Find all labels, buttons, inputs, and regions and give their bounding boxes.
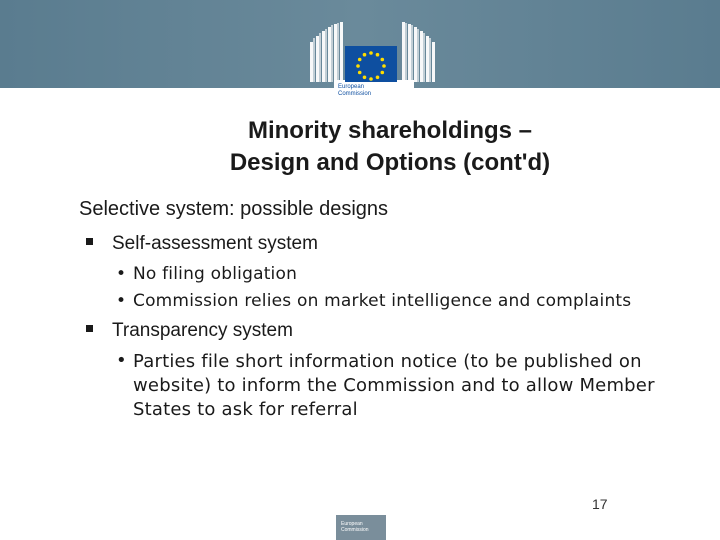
logo-text: European Commission xyxy=(338,84,372,97)
title-line-1: Minority shareholdings – xyxy=(247,117,533,144)
sub-bullet-text: Parties file short information notice (to be published on website) to inform the Commission and to allow Member States to ask for referral xyxy=(133,351,655,420)
square-bullet-icon xyxy=(86,238,93,245)
sub-bullet-text: No filing obligation xyxy=(133,264,298,284)
bullet-label: Self-assessment system xyxy=(112,233,318,254)
subheading: Selective system: possible designs xyxy=(79,198,389,220)
square-bullet-icon xyxy=(86,325,93,332)
dot-bullet-icon: • xyxy=(116,350,127,371)
sub-bullet-text: Commission relies on market intelligence and complaints xyxy=(133,291,632,311)
european-commission-logo xyxy=(308,14,440,106)
dot-bullet-icon: • xyxy=(116,291,127,311)
title-line-2: Design and Options (cont'd) xyxy=(229,149,551,176)
footer-logo xyxy=(336,515,386,540)
bullet-label: Transparency system xyxy=(112,320,293,341)
slide-title xyxy=(120,115,660,179)
dot-bullet-icon: • xyxy=(116,264,127,284)
page-number: 17 xyxy=(592,496,608,512)
footer-logo-text: European Commission xyxy=(341,521,369,533)
